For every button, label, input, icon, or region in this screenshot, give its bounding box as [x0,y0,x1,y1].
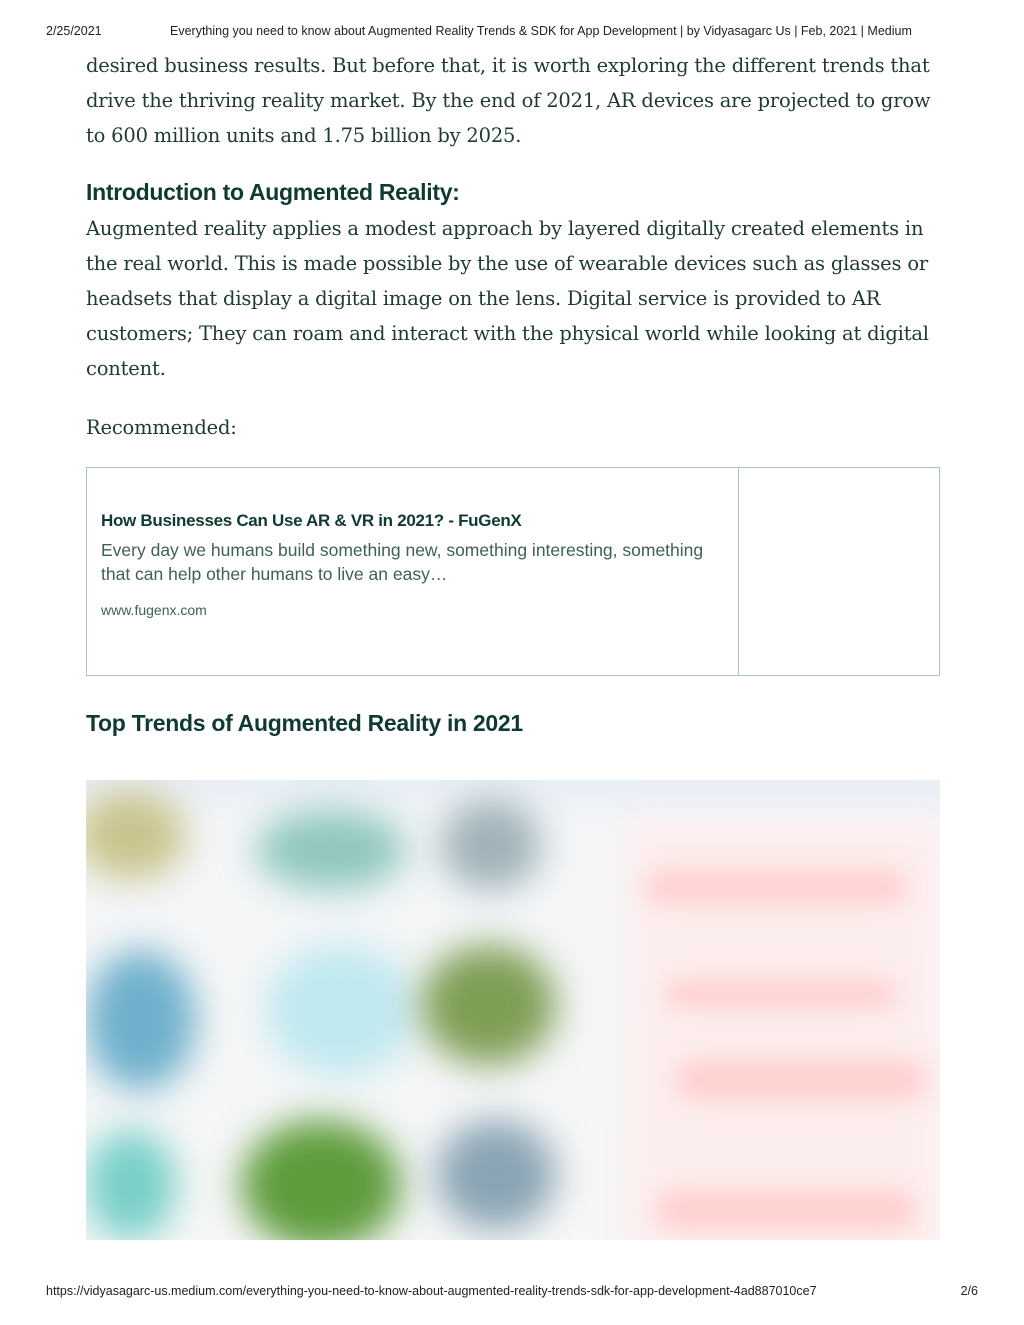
article-image-blurred [86,780,940,1240]
print-document-title: Everything you need to know about Augmented Reality Trends & SDK for App Development | by Vidyasagarc Us | Feb, 2021 | Medium [170,24,912,38]
link-preview-title[interactable]: How Businesses Can Use AR & VR in 2021? - FuGenX [101,511,522,530]
link-preview-description: Every day we humans build something new, something interesting, something that can help other humans to live an easy… [101,540,704,584]
print-footer [46,1284,978,1302]
article-body [86,46,940,736]
paragraph-introduction: Augmented reality applies a modest approach by layered digitally created elements in the real world. This is made possible by the use of wearable devices such as glasses or headsets that display a digital image on the lens. Digital service is provided to AR customers; They can roam and interact with the physical world while looking at digital content. [86,217,929,380]
image-blob [256,810,406,890]
image-blob [86,950,196,1090]
heading-introduction: Introduction to Augmented Reality: [86,179,460,205]
image-blob [241,1120,401,1240]
image-blob [421,945,556,1065]
heading-top-trends: Top Trends of Augmented Reality in 2021 [86,710,523,736]
link-preview-url[interactable]: www.fugenx.com [101,602,207,618]
image-blob [441,800,541,890]
image-strip [646,870,906,904]
image-strip [676,1060,926,1100]
link-preview-text[interactable] [87,468,739,675]
image-blob [266,945,416,1075]
image-blob [436,1120,556,1230]
image-blob [86,790,186,880]
image-strip [656,1190,916,1230]
link-preview-card[interactable] [86,467,940,676]
print-header [46,24,966,42]
page-number: 2/6 [960,1284,978,1298]
recommended-label: Recommended: [86,416,237,439]
image-strip [666,980,896,1008]
image-blob [86,1130,176,1240]
print-date: 2/25/2021 [46,24,102,38]
print-url: https://vidyasagarc-us.medium.com/everything-you-need-to-know-about-augmented-reality-trends-sdk-for-app-development-4ad887010ce7 [46,1284,817,1298]
link-preview-thumbnail[interactable] [740,468,939,675]
paragraph-market-growth: desired business results. But before that, it is worth exploring the different trends that drive the thriving reality market. By the end of 2021, AR devices are projected to grow to 600 million units and 1.75 billion by 2025. [86,54,931,147]
